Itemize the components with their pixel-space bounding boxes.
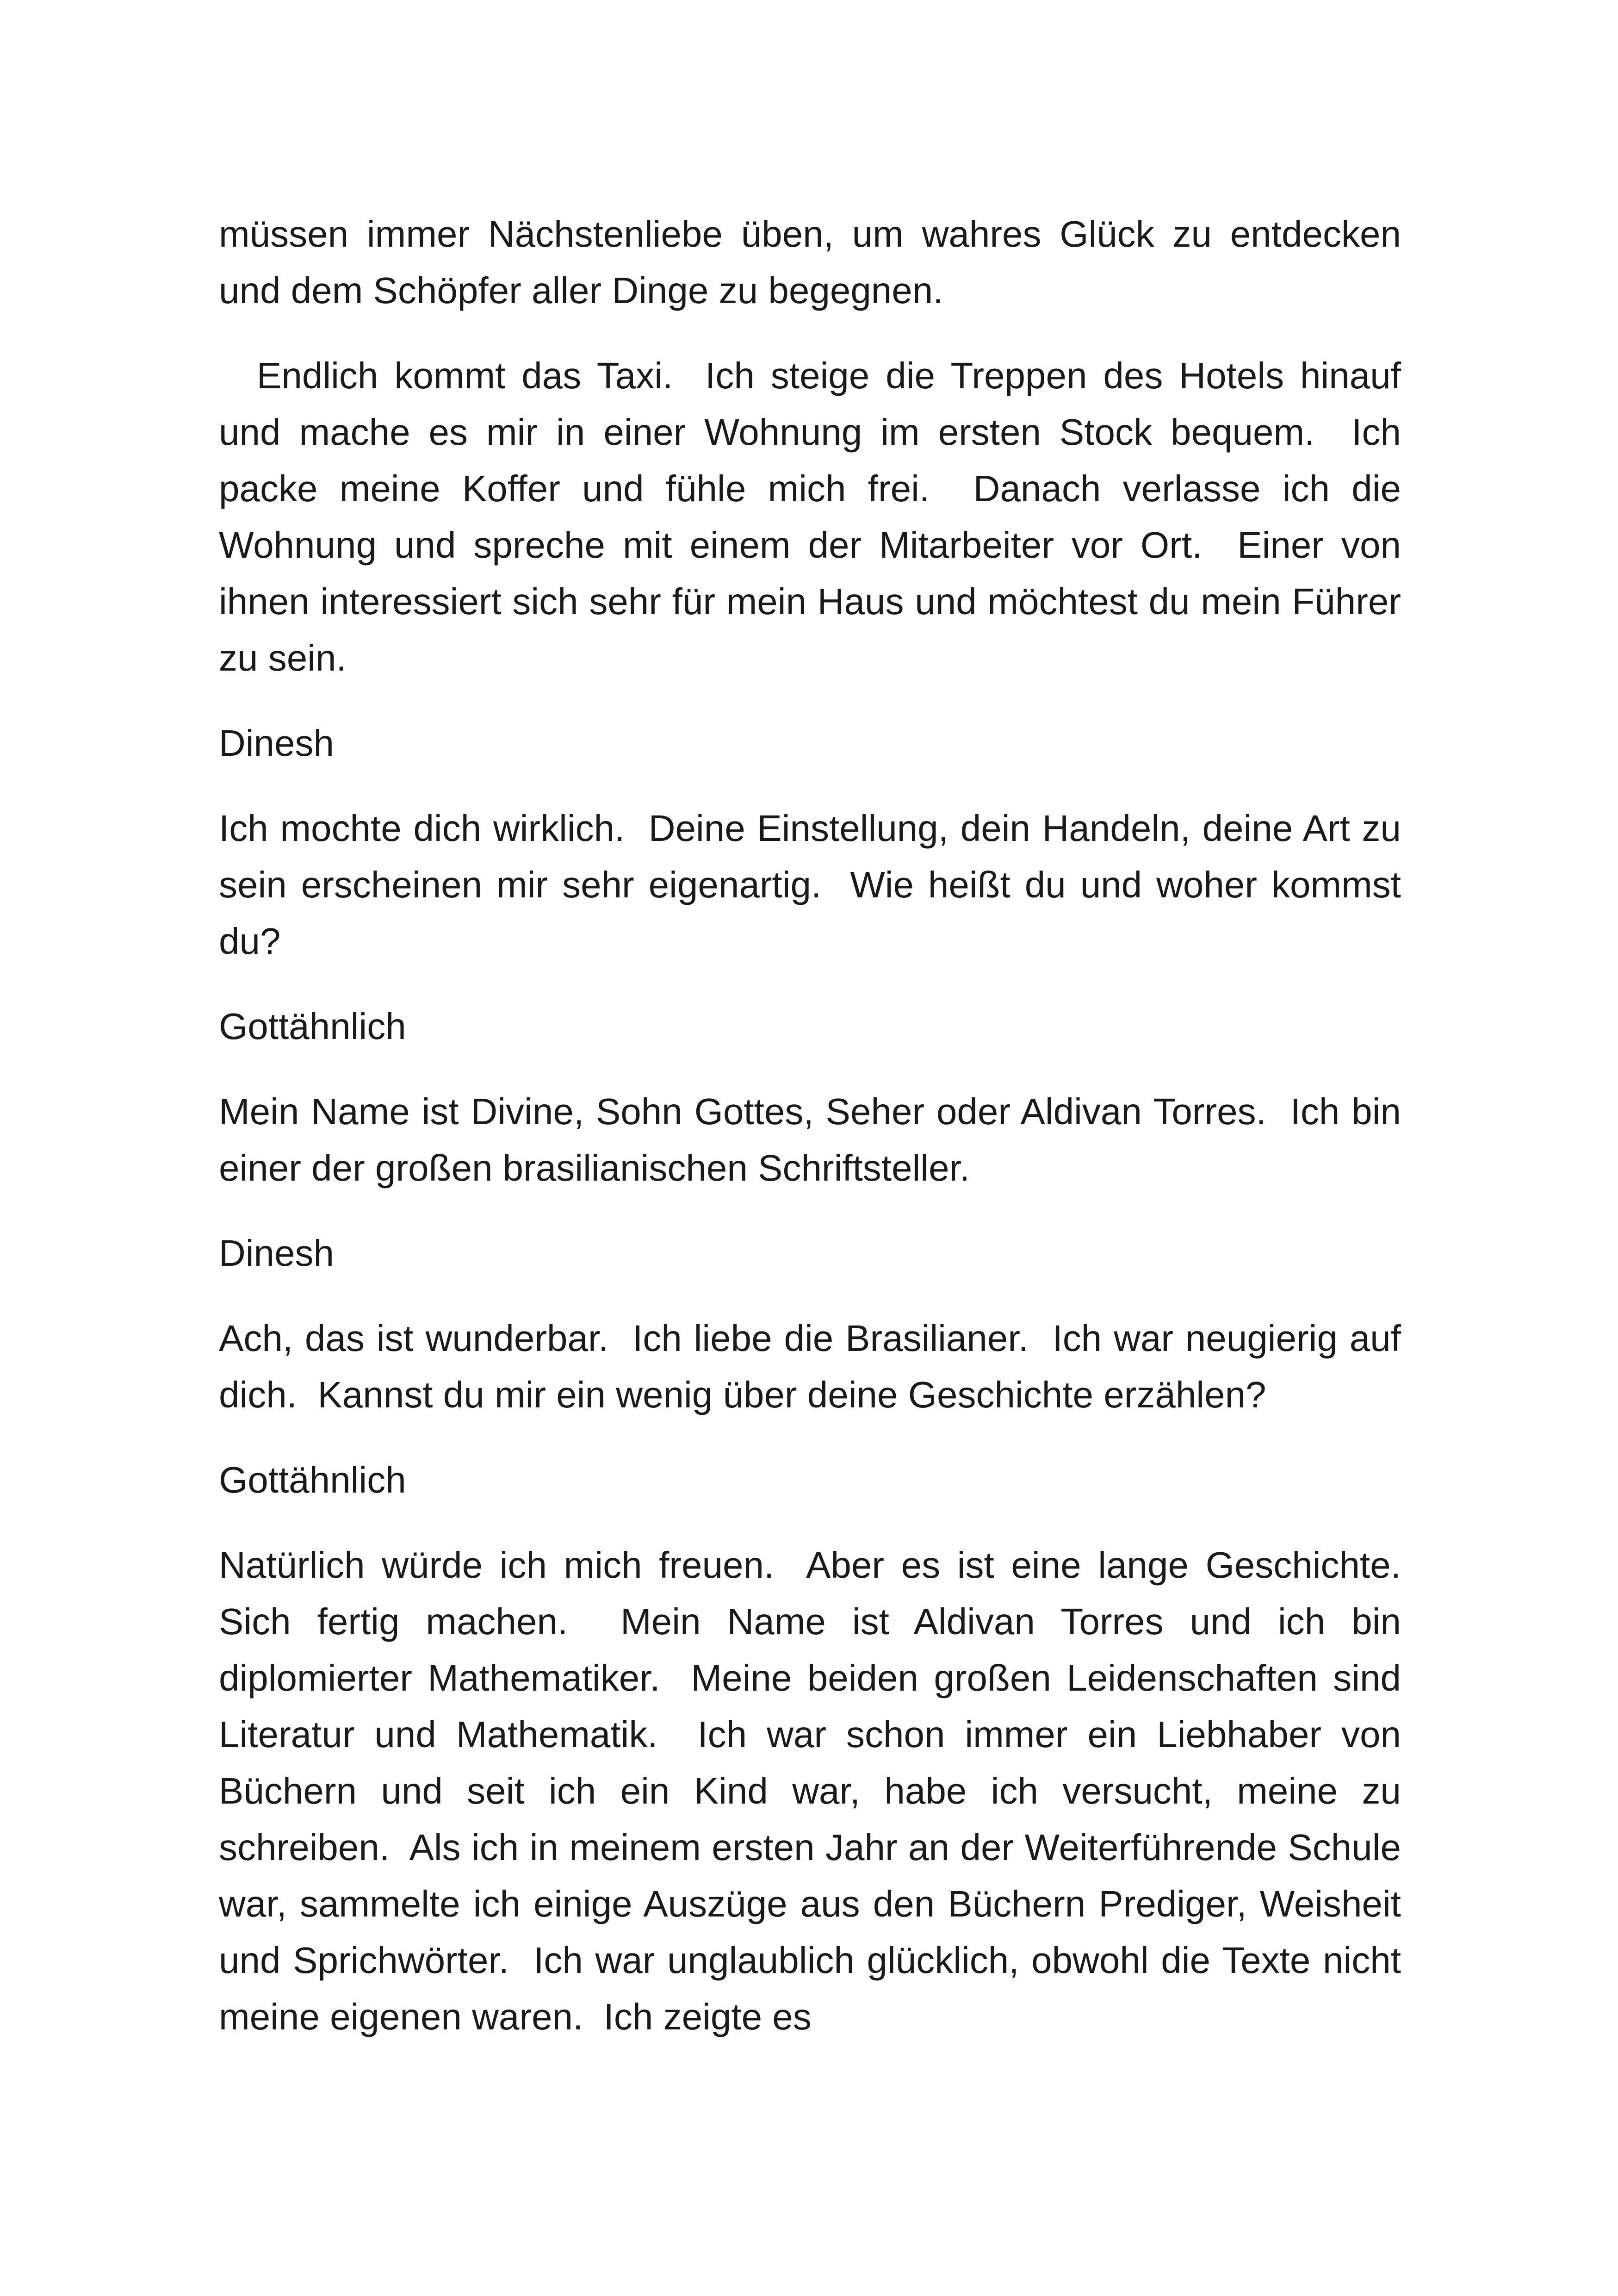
- speaker-label: Dinesh: [219, 1232, 335, 1274]
- dialogue-paragraph: Ich mochte dich wirklich. Deine Einstellung, dein Handeln, deine Art zu sein erscheinen mir sehr eigenartig. Wie heißt du und woher kommst du?: [219, 808, 1412, 962]
- dialogue-paragraph: Ach, das ist wunderbar. Ich liebe die Brasilianer. Ich war neugierig auf dich. Kannst du mir ein wenig über deine Geschichte erzählen?: [219, 1318, 1412, 1415]
- paragraph-continuation: müssen immer Nächstenliebe üben, um wahres Glück zu entdecken und dem Schöpfer aller Dinge zu begegnen.: [219, 213, 1412, 311]
- speaker-label: Dinesh: [219, 722, 335, 764]
- text-column: [219, 206, 1422, 2045]
- dialogue-paragraph: Mein Name ist Divine, Sohn Gottes, Seher oder Aldivan Torres. Ich bin einer der großen brasilianischen Schriftsteller.: [219, 1091, 1412, 1188]
- speaker-label: Gottähnlich: [219, 1459, 406, 1500]
- dialogue-paragraph: Natürlich würde ich mich freuen. Aber es ist eine lange Geschichte. Sich fertig machen. Mein Name ist Aldivan Torres und ich bin diplomierter Mathematiker. Meine beiden großen Leidenschaften sind Literatur und Mathematik. Ich war schon immer ein Liebhaber von Büchern und seit ich ein Kind war, habe ich versucht, meine zu schreiben. Als ich in meinem ersten Jahr an der Weiterführende Schule war, sammelte ich einige Auszüge aus den Büchern Prediger, Weisheit und Sprichwörter. Ich war unglaublich glücklich, obwohl die Texte nicht meine eigenen waren. Ich zeigte es: [219, 1544, 1422, 2037]
- speaker-label: Gottähnlich: [219, 1006, 406, 1047]
- paragraph-narration: Endlich kommt das Taxi. Ich steige die Treppen des Hotels hinauf und mache es mir in einer Wohnung im ersten Stock bequem. Ich packe meine Koffer und fühle mich frei. Danach verlasse ich die Wohnung und spreche mit einem der Mitarbeiter vor Ort. Einer von ihnen interessiert sich sehr für mein Haus und möchtest du mein Führer zu sein.: [219, 355, 1412, 678]
